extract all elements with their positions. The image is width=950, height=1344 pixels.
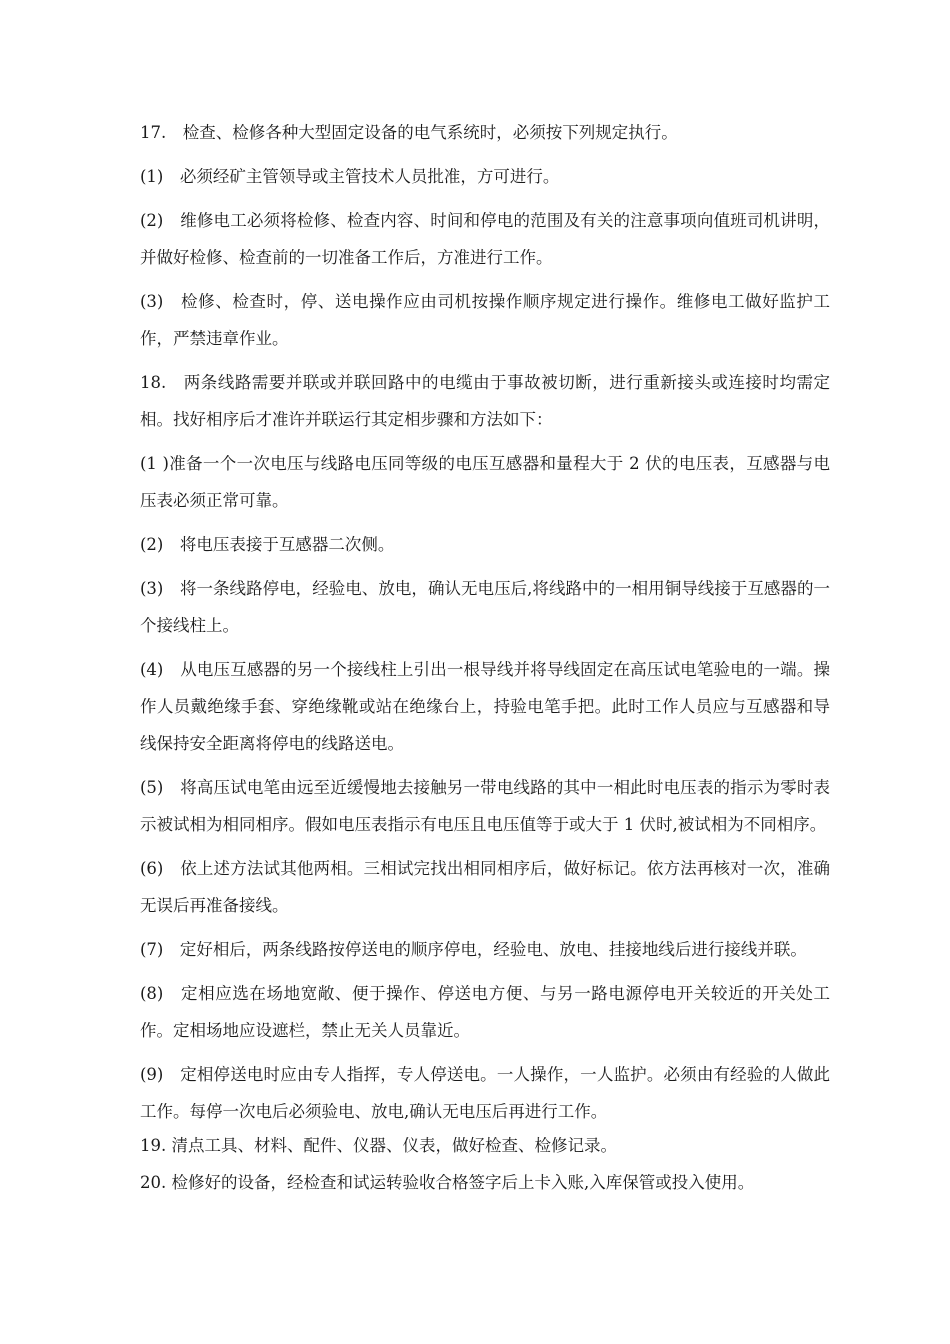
paragraph-18: 18. 两条线路需要并联或并联回路中的电缆由于事故被切断，进行重新接头或连接时均需定相。找好相序后才准许并联运行其定相步骤和方法如下： — [140, 373, 830, 429]
paragraph-17-3: (3) 检修、检查时，停、送电操作应由司机按操作顺序规定进行操作。维修电工做好监护工作，严禁违章作业。 — [140, 292, 830, 348]
paragraph-18-5: (5) 将高压试电笔由远至近缓慢地去接触另一带电线路的其中一相此时电压表的指示为零时表示被试相为相同相序。假如电压表指示有电压且电压值等于或大于 1 伏时,被试相为不同相序。 — [140, 778, 830, 834]
paragraph-18-3: (3) 将一条线路停电，经验电、放电，确认无电压后,将线路中的一相用铜导线接于互感器的一个接线柱上。 — [140, 579, 830, 635]
paragraph-17-2: (2) 维修电工必须将检修、检查内容、时间和停电的范围及有关的注意事项向值班司机讲明，并做好检修、检查前的一切准备工作后，方准进行工作。 — [140, 211, 830, 267]
paragraph-17-1: (1) 必须经矿主管领导或主管技术人员批准，方可进行。 — [140, 167, 560, 186]
paragraph-18-8: (8) 定相应选在场地宽敞、便于操作、停送电方便、与另一路电源停电开关较近的开关处工作。定相场地应设遮栏，禁止无关人员靠近。 — [140, 984, 830, 1040]
paragraph-18-9: (9) 定相停送电时应由专人指挥，专人停送电。一人操作，一人监护。必须由有经验的人做此工作。每停一次电后必须验电、放电,确认无电压后再进行工作。 — [140, 1065, 830, 1121]
paragraph-18-6: (6) 依上述方法试其他两相。三相试完找出相同相序后，做好标记。依方法再核对一次，准确无误后再准备接线。 — [140, 859, 830, 915]
paragraph-17: 17. 检查、检修各种大型固定设备的电气系统时，必须按下列规定执行。 — [140, 123, 678, 142]
paragraph-20: 20. 检修好的设备，经检查和试运转验收合格签字后上卡入账,入库保管或投入使用。 — [140, 1173, 755, 1192]
paragraph-19: 19. 清点工具、材料、配件、仪器、仪表，做好检查、检修记录。 — [140, 1136, 617, 1155]
document-body — [140, 114, 830, 1209]
paragraph-18-2: (2) 将电压表接于互感器二次侧。 — [140, 535, 395, 554]
paragraph-18-7: (7) 定好相后，两条线路按停送电的顺序停电，经验电、放电、挂接地线后进行接线并联。 — [140, 940, 807, 959]
paragraph-18-1: (1 )准备一个一次电压与线路电压同等级的电压互感器和量程大于 2 伏的电压表，互感器与电压表必须正常可靠。 — [140, 454, 830, 510]
paragraph-18-4: (4) 从电压互感器的另一个接线柱上引出一根导线并将导线固定在高压试电笔验电的一端。操作人员戴绝缘手套、穿绝缘靴或站在绝缘台上，持验电笔手把。此时工作人员应与互感器和导线保持安全距离将停电的线路送电。 — [140, 660, 830, 753]
